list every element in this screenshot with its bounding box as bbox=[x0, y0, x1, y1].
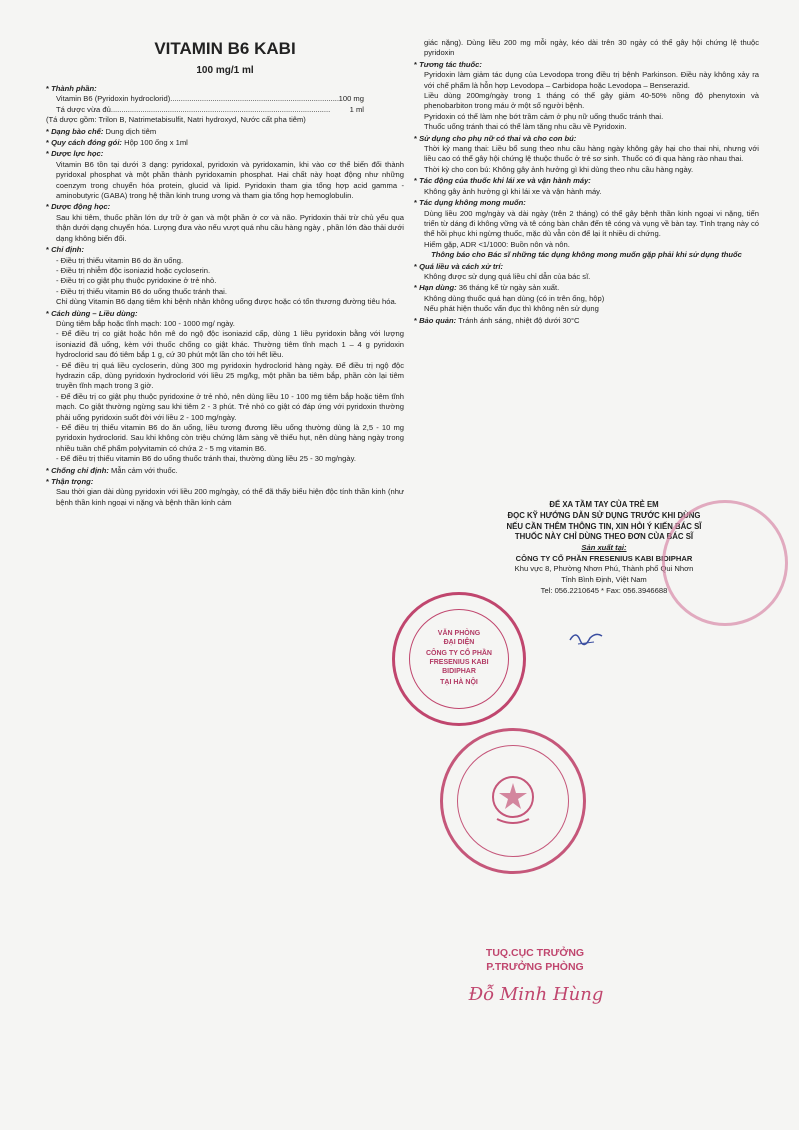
list-item: - Để điều trị co giật hoặc hôn mê do ngộ độc isoniazid cấp, dùng 1 liều pyridoxin bằng với lượng isoniazid đã uống, kèm với thuốc chống co giật khác. Thường tiêm tĩnh mạch 1 – 4 g pyridoxin hydroclorid sau đó tiêm bắp 1 g, cứ 30 phút một lần cho tới hết liều. bbox=[56, 329, 404, 360]
list-item: Liều dùng 200mg/ngày trong 1 tháng có thể gây giảm 40-50% nồng độ phenytoxin và phenobarbiton trong máu ở một số người bệnh. bbox=[424, 91, 759, 111]
product-title: VITAMIN B6 KABI bbox=[154, 39, 296, 58]
list-item: - Điều trị nhiễm độc isoniazid hoặc cycloserin. bbox=[56, 265, 211, 275]
left-column bbox=[46, 36, 404, 508]
signoff-title: TUQ.CỤC TRƯỞNG P.TRƯỞNG PHÒNG bbox=[485, 947, 585, 973]
section-shelf-life: * Hạn dùng: 36 tháng kể từ ngày sản xuất. Không dùng thuốc quá hạn dùng (có in trên ống, hộp) Nếu phát hiện thuốc vẩn đục thì không nên sử dụng bbox=[414, 283, 605, 314]
warning-line: THUỐC NÀY CHỈ DÙNG THEO ĐƠN CỦA BÁC SĨ bbox=[514, 532, 694, 542]
section-dosage-form: * Dạng bào chế: Dung dịch tiêm bbox=[46, 126, 157, 136]
section-precautions: * Thận trọng: Sau thời gian dài dùng pyridoxin với liều 200 mg/ngày, có thể đã thấy biểu hiện độc tính thần kinh (như bệnh thần kinh ngoại vi nặng và bệnh thần kinh cảm bbox=[46, 477, 404, 507]
section-indications: * Chỉ định: - Điều trị thiếu vitamin B6 do ăn uống. - Điều trị nhiễm độc isoniazid hoặc cycloserin. - Điều trị co giật phụ thuộc pyridoxine ở trẻ nhỏ. - Điều trị thiếu vitamin B6 do uống thuốc tránh thai. Chỉ dùng Vitamin B6 dạng tiêm khi bệnh nhân không uống được hoặc có tổn thương đường tiêu hóa. bbox=[46, 245, 404, 307]
section-pharmacodynamics: * Dược lực học: Vitamin B6 tồn tại dưới 3 dạng: pyridoxal, pyridoxin và pyridoxamin, khi vào cơ thể biến đổi thành pyridoxal phosphat và một phần thành pyridoxamin phosphat. Hai chất này hoạt động như những coenzym trong chuyển hóa protein, glucid và lipid. Pyridoxin tham gia tổng hợp acid gamma - aminobutyric (GABA) trong hệ thần kinh trung ương và tham gia tổng hợp hemoglobulin. bbox=[46, 149, 404, 201]
composition-heading: Thành phần: bbox=[51, 84, 97, 93]
manufacturer-heading: Sản xuất tại: bbox=[581, 543, 627, 553]
product-strength: 100 mg/1 ml bbox=[196, 65, 254, 76]
precautions-continued: giác nặng). Dùng liều 200 mg mỗi ngày, kéo dài trên 30 ngày có thể gây hội chứng lệ thuộc pyridoxin bbox=[424, 38, 759, 58]
manufacturer-address-2: Tỉnh Bình Định, Việt Nam bbox=[561, 574, 647, 584]
section-composition: * Thành phần: Vitamin B6 (Pyridoxin hydroclorid) ..... 100 mg Tá dược vừa đủ ..... 1 ml (Tá dược gồm: Trilon B, Natrimetabisulfit, Natri hydroxyd, Nước cất pha tiêm) bbox=[46, 84, 404, 126]
list-item: - Điều trị thiếu vitamin B6 do ăn uống. bbox=[56, 255, 184, 265]
list-item: - Để điều trị thiếu vitamin B6 do ăn uống, liều tương đương liều uống thường dùng là 2,5 - 10 mg pyridoxin hydroclorid. Sau khi không còn triệu chứng lâm sàng về thiếu hụt, nên dùng hàng ngày trong nhiều tuần chế phẩm polyvitamin có chứa 2 - 5 mg vitamin B6. bbox=[56, 423, 404, 453]
warning-line: ĐỌC KỸ HƯỚNG DẪN SỬ DỤNG TRƯỚC KHI DÙNG bbox=[507, 510, 701, 520]
manufacturer-name: CÔNG TY CỔ PHẦN FRESENIUS KABI BIDIPHAR bbox=[515, 553, 693, 563]
company-seal-stamp bbox=[662, 500, 788, 626]
section-packaging: * Quy cách đóng gói: Hộp 100 ống x 1ml bbox=[46, 138, 188, 148]
section-contraindications: * Chống chỉ định: Mẫn cảm với thuốc. bbox=[46, 465, 178, 475]
list-item: Pyridoxin có thể làm nhẹ bớt trầm cảm ở phụ nữ uống thuốc tránh thai. bbox=[424, 111, 664, 121]
composition-row-2: Tá dược vừa đủ ..... 1 ml bbox=[46, 105, 404, 115]
handwritten-signature-icon bbox=[566, 626, 606, 650]
list-item: - Để điều trị co giật phụ thuộc pyridoxine ở trẻ nhỏ, nên dùng liều 10 - 100 mg tiêm bắp hoặc tiêm tĩnh mạch. Co giật thường ngừng sau khi tiêm 2 - 3 phút. Trẻ nhỏ co giật có đáp ứng với pyridoxin thường phải uống pyridoxin suốt đời với liều 2 - 100 mg/ngày. bbox=[56, 391, 404, 422]
right-column bbox=[414, 38, 759, 326]
manufacturer-address-1: Khu vực 8, Phường Nhơn Phú, Thành phố Qui Nhơn bbox=[514, 564, 694, 574]
excipient-note: (Tá dược gồm: Trilon B, Natrimetabisulfit, Natri hydroxyd, Nước cất pha tiêm) bbox=[46, 115, 306, 125]
emblem-icon bbox=[487, 771, 539, 827]
list-item: - Điều trị co giật phụ thuộc pyridoxine ở trẻ nhỏ. bbox=[56, 276, 217, 286]
list-item: - Điều trị thiếu vitamin B6 do uống thuốc tránh thai. bbox=[56, 286, 227, 296]
section-storage: * Bảo quản: Tránh ánh sáng, nhiệt độ dưới 30°C bbox=[414, 315, 580, 325]
representative-office-stamp: VĂN PHÒNG ĐẠI DIỆN CÔNG TY CỔ PHẦN FRESENIUS KABI BIDIPHAR TẠI HÀ NỘI bbox=[392, 592, 526, 726]
section-side-effects: * Tác dụng không mong muốn: Dùng liều 200 mg/ngày và dài ngày (trên 2 tháng) có thể gây bệnh thần kinh ngoại vi nặng, tiến triển từ dáng đi không vững và tê cóng bàn chân đến tê cóng và vụng về bàn tay. Tình trạng này có thể hồi phục khi ngừng thuốc, mặc dù vẫn còn để lại ít nhiều di chứng. Hiếm gặp, ADR <1/1000: Buồn nôn và nôn. Thông báo cho Bác sĩ những tác dụng không mong muốn gặp phải khi sử dụng thuốc bbox=[414, 198, 759, 260]
composition-row-1: Vitamin B6 (Pyridoxin hydroclorid) ..... 100 mg bbox=[46, 94, 404, 104]
list-item: - Để điều trị thiếu vitamin B6 do uống thuốc tránh thai, thường dùng liều 25 - 30 mg/ngày. bbox=[56, 454, 356, 464]
section-dosage: * Cách dùng – Liều dùng: Dùng tiêm bắp hoặc tĩnh mạch: 100 - 1000 mg/ ngày. - Để điều trị co giật hoặc hôn mê do ngộ độc isoniazid cấp, dùng 1 liều pyridoxin bằng với lượng isoniazid đã uống, kèm với thuốc chống co giật khác. Thường tiêm tĩnh mạch 1 – 4 g pyridoxin hydroclorid sau đó tiêm bắp 1 g, cứ 30 phút một lần cho tới hết liều. - Để điều trị quá liều cycloserin, dùng 300 mg pyridoxin hydroclorid hàng ngày. Để điều trị ngộ độc hydrazin cấp, dùng pyridoxin hydroclorid với liều 25 mg/kg, một phần ba tiêm bắp, phần còn lại tiêm truyền tĩnh mạch trong 3 giờ. - Để điều trị co giật phụ thuộc pyridoxine ở trẻ nhỏ, nên dùng liều 10 - 100 mg tiêm bắp hoặc tiêm tĩnh mạch. Co giật thường ngừng sau khi tiêm 2 - 3 phút. Trẻ nhỏ co giật có đáp ứng với pyridoxin thường phải uống pyridoxin suốt đời với liều 2 - 100 mg/ngày. - Để điều trị thiếu vitamin B6 do ăn uống, liều tương đương liều uống thường dùng là 2,5 - 10 mg pyridoxin hydroclorid. Sau khi không còn triệu chứng lâm sàng về thiếu hụt, nên dùng hàng ngày trong nhiều tuần chế phẩm polyvitamin có chứa 2 - 5 mg vitamin B6. - Để điều trị thiếu vitamin B6 do uống thuốc tránh thai, thường dùng liều 25 - 30 mg/ngày. bbox=[46, 308, 404, 464]
warning-line: NẾU CẦN THÊM THÔNG TIN, XIN HỎI Ý KIẾN BÁC SĨ bbox=[506, 521, 702, 531]
list-item: Thời kỳ cho con bú: Không gây ảnh hưởng gì khi dùng theo nhu cầu hàng ngày. bbox=[424, 164, 694, 174]
section-overdose: * Quá liều và cách xử trí: Không được sử dụng quá liều chỉ dẫn của bác sĩ. bbox=[414, 261, 591, 281]
list-item: - Để điều trị quá liều cycloserin, dùng 300 mg pyridoxin hydroclorid hàng ngày. Để điều trị ngộ độc hydrazin cấp, dùng pyridoxin hydroclorid với liều 25 mg/kg, một phần ba tiêm bắp, phần còn lại tiêm truyền tĩnh mạch trong 3 giờ. bbox=[56, 360, 404, 391]
section-pharmacokinetics: * Dược động học: Sau khi tiêm, thuốc phần lớn dự trữ ở gan và một phần ở cơ và não. Pyridoxin thải trừ chủ yếu qua thận dưới dạng chuyển hóa. Lượng đưa vào nếu vượt quá nhu cầu hàng ngày , phần lớn đào thải dưới dạng không biến đổi. bbox=[46, 202, 404, 243]
manufacturer-contact: Tel: 056.2210645 * Fax: 056.3946688 bbox=[540, 585, 668, 595]
section-interactions: * Tương tác thuốc: Pyridoxin làm giảm tác dụng của Levodopa trong điều trị bệnh Parkinson. Điều này không xảy ra với chế phẩm là hỗn hợp Levodopa – Carbidopa hoặc Levodopa – Benserazid. Liều dùng 200mg/ngày trong 1 tháng có thể gây giảm 40-50% nồng độ phenytoxin và phenobarbiton trong máu ở một số người bệnh. Pyridoxin có thể làm nhẹ bớt trầm cảm ở phụ nữ uống thuốc tránh thai. Thuốc uống tránh thai có thể làm tăng nhu cầu về Pyridoxin. bbox=[414, 59, 759, 132]
signatory-name: Đỗ Minh Hùng bbox=[468, 984, 604, 1005]
list-item: Thời kỳ mang thai: Liều bổ sung theo nhu cầu hàng ngày không gây hại cho thai nhi, nhưng với liều cao có thể gây hội chứng lệ thuộc thuốc ở trẻ sơ sinh. Thuốc có đi qua hàng rào nhau thai. bbox=[424, 144, 759, 164]
ministry-seal-stamp bbox=[440, 728, 586, 874]
list-item: Thuốc uống tránh thai có thể làm tăng nhu cầu về Pyridoxin. bbox=[424, 122, 627, 132]
section-driving: * Tác động của thuốc khi lái xe và vận hành máy: Không gây ảnh hưởng gì khi lái xe và vận hành máy. bbox=[414, 176, 602, 196]
section-pregnancy: * Sử dụng cho phụ nữ có thai và cho con bú: Thời kỳ mang thai: Liều bổ sung theo nhu cầu hàng ngày không gây hại cho thai nhi, nhưng với liều cao có thể gây hội chứng lệ thuộc thuốc ở trẻ sơ sinh. Thuốc có đi qua hàng rào nhau thai. Thời kỳ cho con bú: Không gây ảnh hưởng gì khi dùng theo nhu cầu hàng ngày. bbox=[414, 133, 759, 174]
warning-line: ĐỂ XA TẦM TAY CỦA TRẺ EM bbox=[549, 500, 659, 509]
list-item: Pyridoxin làm giảm tác dụng của Levodopa trong điều trị bệnh Parkinson. Điều này không xảy ra với chế phẩm là hỗn hợp Levodopa – Carbidopa hoặc Levodopa – Benserazid. bbox=[424, 70, 759, 90]
side-effect-notice: Thông báo cho Bác sĩ những tác dụng không mong muốn gặp phải khi sử dụng thuốc bbox=[431, 250, 742, 260]
